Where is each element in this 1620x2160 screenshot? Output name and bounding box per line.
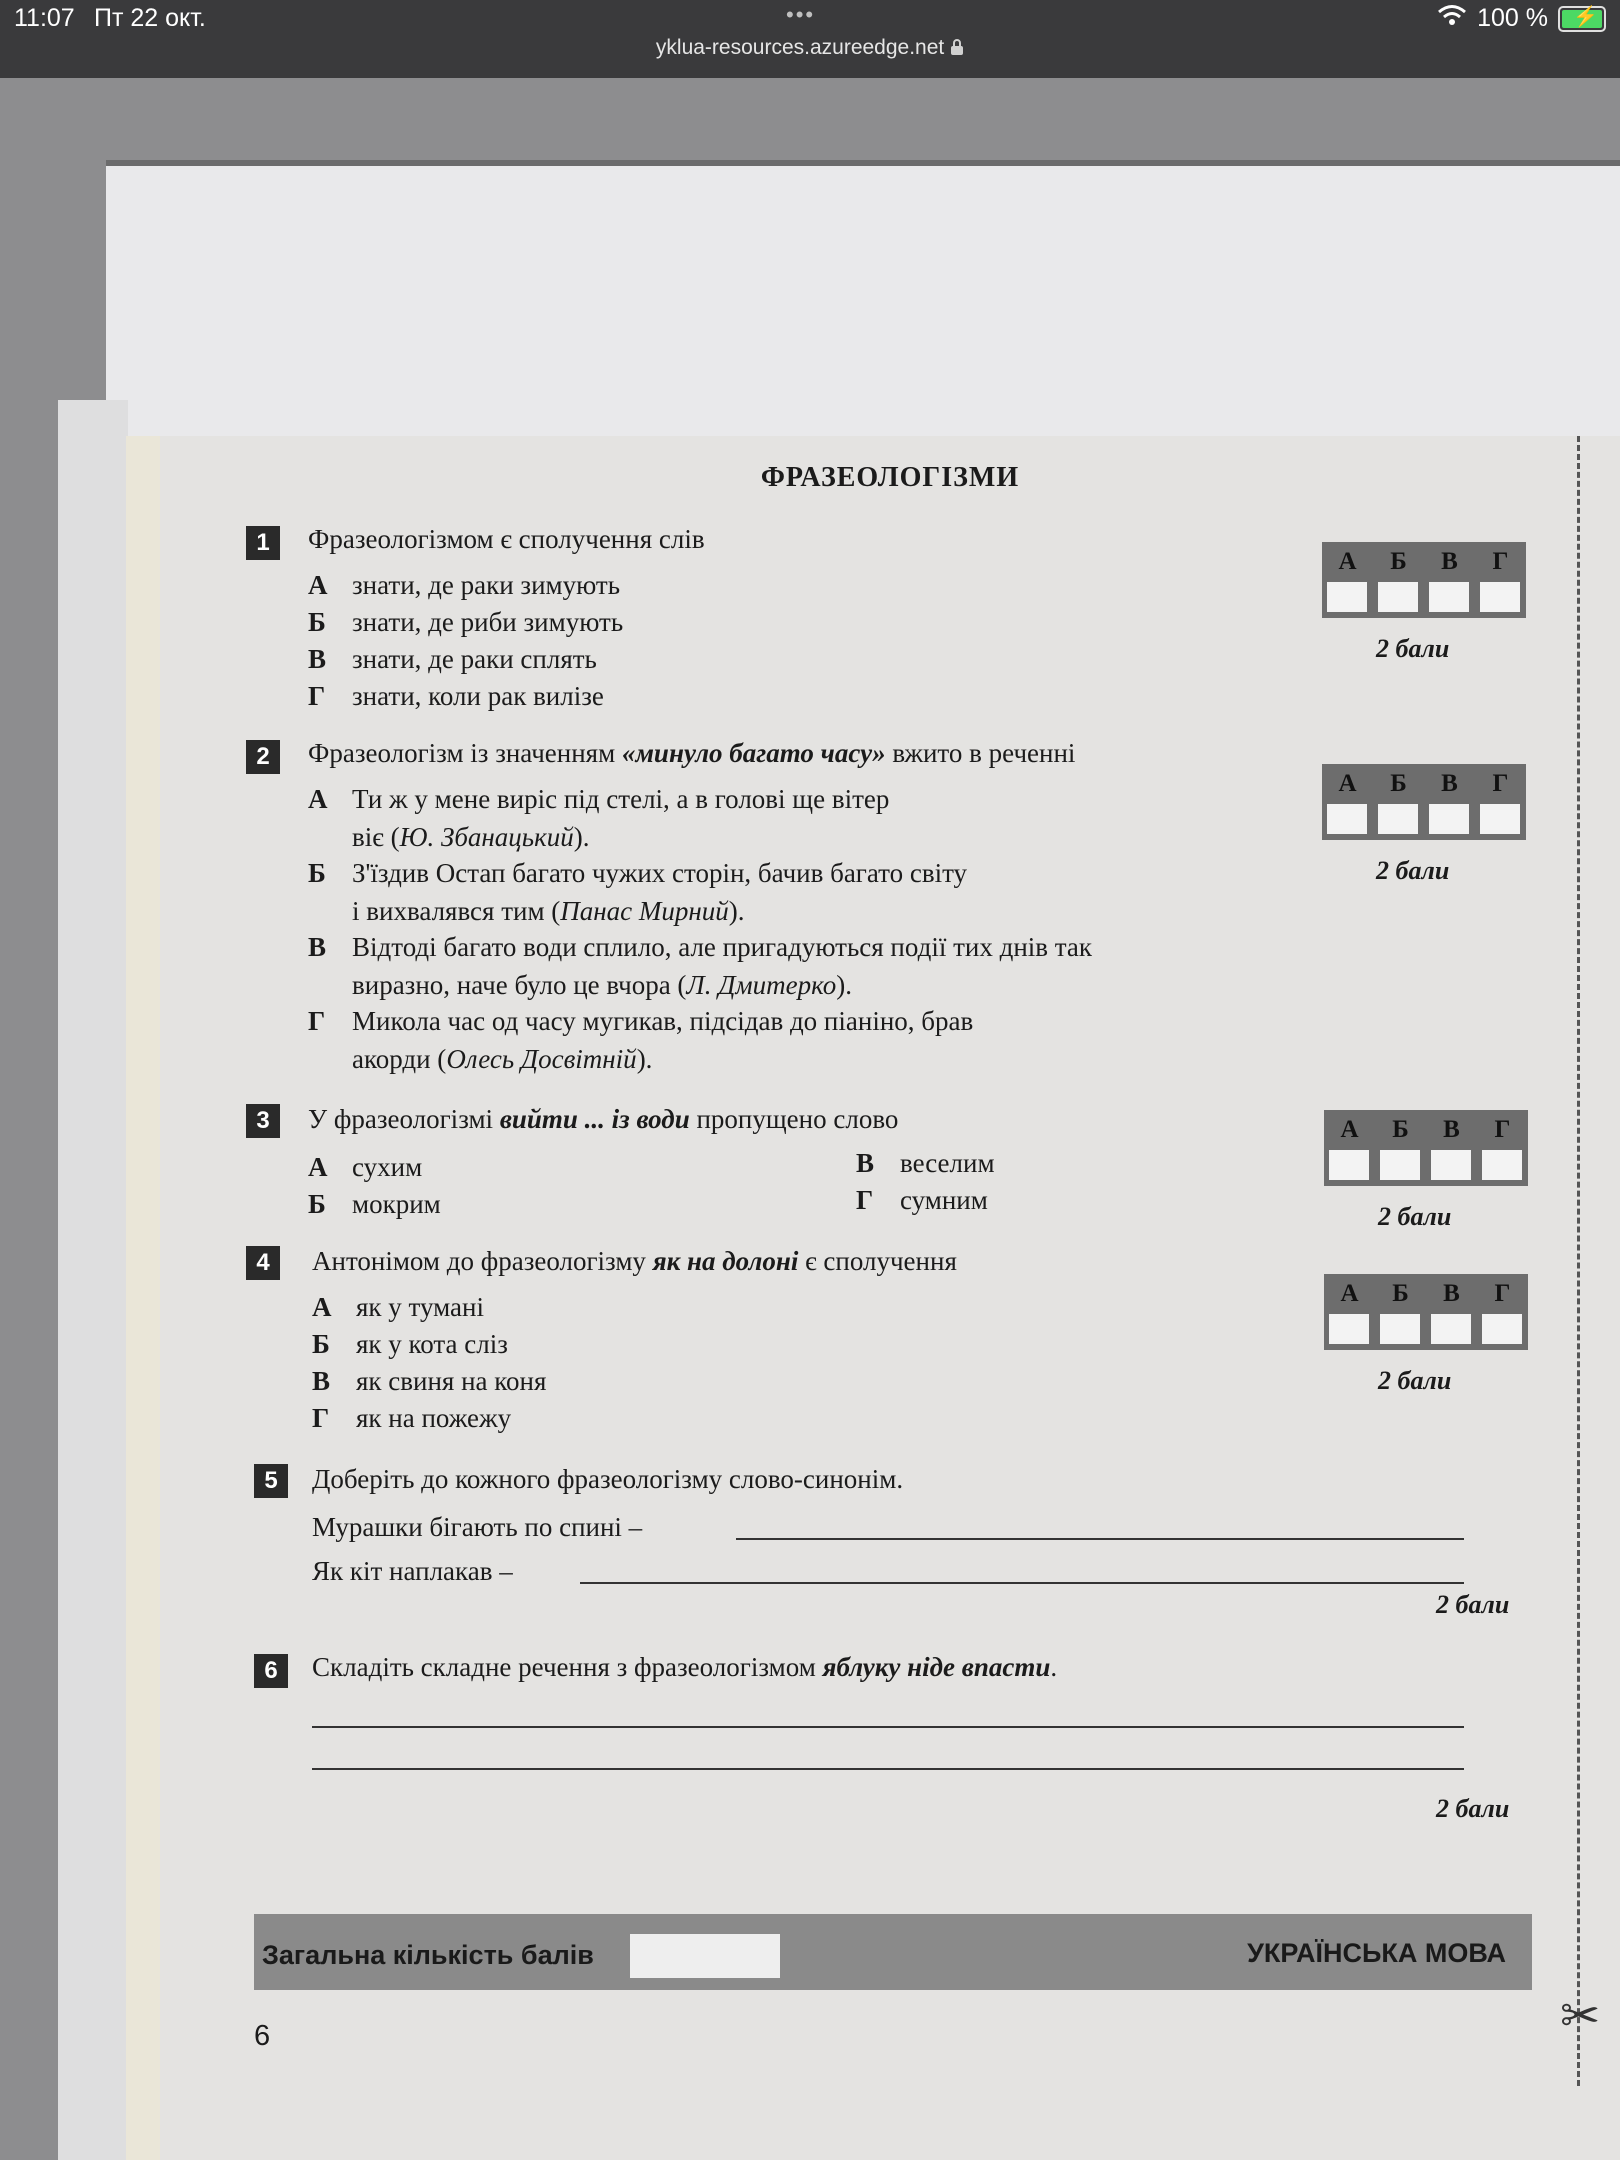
answer-box[interactable] [1327, 582, 1367, 612]
question-text: Доберіть до кожного фразеологізму слово-синонім. [312, 1464, 904, 1494]
answer-grid: А Б В Г [1322, 542, 1526, 618]
score-label: 2 бали [1376, 634, 1450, 663]
page-title: ФРАЗЕОЛОГІЗМИ [760, 462, 1020, 493]
option: А знати, де раки зимують [308, 570, 621, 600]
question-text: Фразеологізмом є сполучення слів [308, 524, 705, 554]
option: А як у тумані [312, 1292, 484, 1322]
total-score-label: Загальна кількість балів [262, 1940, 594, 1970]
score-label: 2 бали [1436, 1590, 1510, 1619]
question-number: 3 [246, 1104, 280, 1138]
total-score-box[interactable] [630, 1934, 780, 1978]
answer-box[interactable] [1329, 1314, 1369, 1344]
answer-box[interactable] [1482, 1314, 1522, 1344]
answer-line[interactable] [580, 1582, 1464, 1584]
answer-box[interactable] [1378, 582, 1418, 612]
answer-box[interactable] [1429, 582, 1469, 612]
option: А сухим [308, 1152, 423, 1182]
question-text: Складіть складне речення з фразеологізмом яблуку ніде впасти. [312, 1652, 1058, 1682]
score-label: 2 бали [1376, 856, 1450, 885]
option: Б знати, де риби зимують [308, 607, 624, 637]
option: В знати, де раки сплять [308, 644, 597, 674]
answer-box[interactable] [1482, 1150, 1522, 1180]
answer-box[interactable] [1431, 1314, 1471, 1344]
option: Г сумним [856, 1185, 988, 1215]
option: В веселим [856, 1148, 995, 1178]
scissors-icon: ✂ [1560, 1990, 1601, 2043]
url-text: yklua-resources.azureedge.net [655, 36, 945, 59]
question-number: 5 [254, 1464, 288, 1498]
score-label: 2 бали [1378, 1202, 1452, 1231]
option: Б як у кота сліз [312, 1329, 508, 1359]
option: Г як на пожежу [312, 1403, 512, 1433]
question-number: 4 [246, 1246, 280, 1280]
question-number: 1 [246, 526, 280, 560]
answer-line[interactable] [312, 1726, 1464, 1728]
answer-box[interactable] [1380, 1150, 1420, 1180]
option: В як свиня на коня [312, 1366, 547, 1396]
answer-box[interactable] [1431, 1150, 1471, 1180]
question-text: Антонімом до фразеологізму як на долоні є сполучення [312, 1246, 957, 1276]
answer-grid: А Б В Г [1322, 764, 1526, 840]
answer-box[interactable] [1378, 804, 1418, 834]
subject-label: УКРАЇНСЬКА МОВА [1247, 1938, 1506, 1968]
more-dots-icon[interactable]: ••• [786, 2, 816, 27]
answer-grid: А Б В Г [1324, 1110, 1528, 1186]
status-date: Пт 22 окт. [94, 4, 206, 32]
synonym-item: Як кіт наплакав – [312, 1556, 513, 1586]
option: Б З'їздив Остап багато чужих сторін, бачив багато світу [308, 858, 968, 888]
option: Г Микола час од часу мугикав, підсідав до піаніно, брав [308, 1006, 974, 1036]
synonym-item: Мурашки бігають по спині – [312, 1512, 643, 1542]
answer-line[interactable] [736, 1538, 1464, 1540]
status-time: 11:07 [14, 4, 75, 32]
answer-box[interactable] [1480, 804, 1520, 834]
answer-box[interactable] [1429, 804, 1469, 834]
answer-grid: А Б В Г [1324, 1274, 1528, 1350]
question-text: Фразеологізм із значенням «минуло багато часу» вжито в реченні [308, 738, 1076, 768]
answer-box[interactable] [1380, 1314, 1420, 1344]
option: Г знати, коли рак вилізе [308, 681, 604, 711]
score-label: 2 бали [1378, 1366, 1452, 1395]
answer-box[interactable] [1329, 1150, 1369, 1180]
score-label: 2 бали [1436, 1794, 1510, 1823]
option: В Відтоді багато води сплило, але пригадуються події тих днів так [308, 932, 1093, 962]
answer-line[interactable] [312, 1768, 1464, 1770]
option: Б мокрим [308, 1189, 441, 1219]
question-text: У фразеологізмі вийти ... із води пропущено слово [308, 1104, 899, 1134]
answer-box[interactable] [1480, 582, 1520, 612]
battery-icon: ⚡ [1558, 6, 1606, 32]
question-number: 6 [254, 1654, 288, 1688]
page-number: 6 [254, 2020, 271, 2052]
question-number: 2 [246, 740, 280, 774]
worksheet-content: ФРАЗЕОЛОГІЗМИ 1 Фразеологізмом є сполучення слів А знати, де раки зимують Б знати, де риби зимують В знати, де раки сплять Г знати, коли рак вилізе А Б В Г 2 бали 2 Фразеологізм із значенням «минуло багато часу» вжито в реченні А Ти ж у мене виріс під стелі, а в голові ще вітер віє (Ю. Збанацький). Б З'їздив Остап багато чужих сторін, бачив багато світу і вихвалявся тим (Панас Мирний). В Відтоді багато води сплило, але пригадуються події тих днів так виразно, наче було це вчора (Л. Дмитерко). Г Микола час од часу мугикав, підсідав до піаніно, брав акорди (Олесь Досвітній). А Б В Г 2 бали 3 У фразеологізмі вийти ... із води пропущено слово А сухим Б мокрим В веселим Г сумним А Б В Г 2 бали 4 Антонімом до фразеологізму як на долоні є сполучення А як у тумані Б як у кота сліз В як свиня на коня Г як на пожежу А Б В Г 2 бали 5 Доберіть до кожного фразеологізму слово-синонім. Мурашки бігають по спині – Як кіт наплакав – 2 бали 6 Складіть складне речення з фразеологізмом яблуку ніде впасти. 2 бали Загальна кількість балів УКРАЇНСЬКА МОВА 6 [0, 0, 1620, 2160]
battery-percent: 100 % [1477, 4, 1548, 32]
answer-box[interactable] [1327, 804, 1367, 834]
option: А Ти ж у мене виріс під стелі, а в голові ще вітер [308, 784, 890, 814]
